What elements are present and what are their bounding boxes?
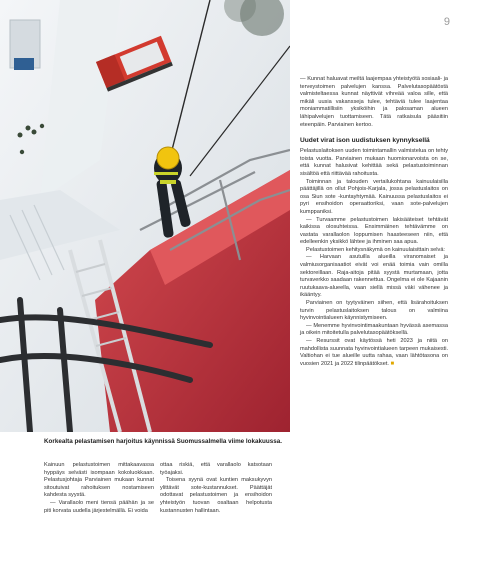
paragraph: — Menemme hyvinvointimaakuntaan hyvässä asemassa ja oikein mitoitetulla palvelutasopäätöksellä.: [300, 322, 448, 337]
photo-caption: Korkealta pelastamisen harjoitus käynnissä Suomussalmella viime lokakuussa.: [44, 438, 282, 445]
paragraph: [300, 338, 448, 368]
paragraph: ottaa riskiä, että varallaolo katsotaan työajaksi.: [160, 462, 272, 476]
paragraph: Pelastuslaitoksen uuden toimintamallin valmistelua on tehty toista vuotta. Parviainen mukaan huomionarvoista on se, että kunnat halusivat kehittää sekä pelastustoiminnan sisältöä että riittävää rahoitusta.: [300, 148, 448, 177]
paragraph: — Varallaolo meni tiensä päähän ja se piti korvata uudella järjestelmällä. Ei voida: [44, 499, 154, 514]
paragraph: — Harvaan asutuilla alueilla viranomaiset ja valmiusorganisaatiot eivät voi enää toimia vain omilla sektoreillaan. Raja-aitoja pitää syystä murtamaan, jotta turvaverkko saadaan rakennettua. Ongelma ei ole Kajaanin ruutukaava-alueella, vaan siellä missä väki vähenee ja ikääntyy.: [300, 254, 448, 299]
paragraph: — Kunnat haluavat meiltä laajempaa yhteistyötä sosiaali- ja terveystoimen palvelujen kanssa. Palvelutasopäätöstä valmisteltaessa kunnat näyttivät vihreää valoa sille, että mikäli uusia vakansseja tulee, tehtäviä tulee laajentaa moniammatillisiin yksiköihin ja palosaman alueen lähipalvelujen tuottamiseen. Tätä ratkaisula pääsitiin eteenpäin. Parviainen kertoo.: [300, 76, 448, 128]
text-column-3: [300, 76, 448, 368]
page-number: 9: [443, 16, 450, 28]
paragraph: — Turvaamme pelastustoimen lakisääteiset tehtävät kaikissa olosuhteissa. Ensimmäinen tehtävämme on vastata varallaolon loppumisen haasteeseen niin, että edelleenkin yksikkö lähtee ja ihminen saa apua.: [300, 216, 448, 246]
paragraph: Kainuun pelastustoimen mittakaavassa hyppäys selvästi isompaan kokoluokkaan. Pelastusjohtaja Parviainen mukaan kunnat sitoutuivat rahoituksen nostamiseen kahdesta syystä.: [44, 462, 154, 499]
text-column-2: [160, 462, 272, 515]
paragraph: Pelastustoimen kehitysnäkymä on kainuulaisittain selvä:: [306, 246, 445, 253]
text-column-1: [44, 462, 154, 515]
paragraph-text: — Resurssit ovat käytössä heti 2023 ja niitä on mahdollista suunnata hyvinvointialueen tarpeen mukaisesti. Valtiohan ei tue alueille uutta rahaa, vaan lähtötasona on vuosien 2021 ja 2022 tilinpäätökset.: [300, 338, 448, 367]
paragraph: Toiminnan ja talouden vertailukohtana kainuulaisilla päättäjillä on ollut Pohjois-Karjala, jossa pelastuslaitos on osa Siun sote -kuntayhtymää. Kainuussa pelastuslaitos ei pyri ensihoidon operaattoriksi, vaan sote-palvelujen kumppaniksi.: [300, 178, 448, 215]
paragraph: Toisena syynä ovat kuntien maksukyvyn ylittävät sote-kustannukset. Päättäjät odottavat pelastustoimen ja ensihoidon yhteistyön tuovan osaltaan helpotusta kustannusten hallintaan.: [160, 477, 272, 514]
paragraph: Parviainen on tyytyväinen siihen, että lisärahoituksen turvin pelastuslaitoksen talous on valmiina hyvinvointialueen käynnistymiseen.: [300, 300, 448, 322]
section-subheading: Uudet virat ison uudistuksen kynnyksellä: [300, 137, 430, 145]
firefighter-photo: [0, 0, 290, 432]
end-mark-icon: ■: [390, 360, 395, 367]
